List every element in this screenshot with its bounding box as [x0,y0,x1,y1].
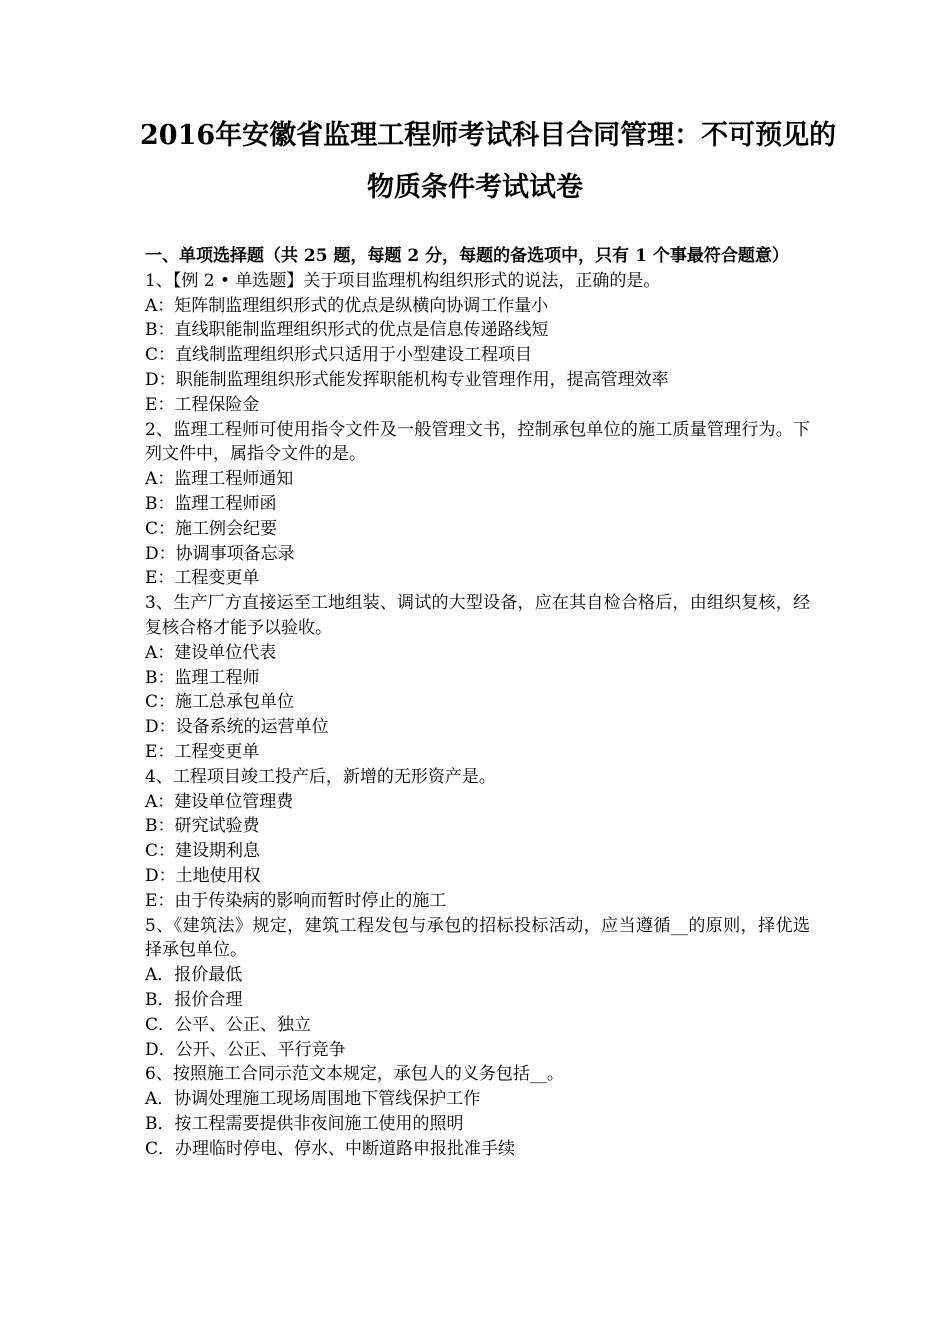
option-e: E：由于传染病的影响而暂时停止的施工 [145,890,447,911]
option-d: D．公开、公正、平行竞争 [145,1039,346,1060]
option-b: B：直线职能制监理组织形式的优点是信息传递路线短 [145,320,549,341]
question-text: 5、《建筑法》规定，建筑工程发包与承包的招标投标活动，应当遵循__的原则，择优选择承包单位。 [145,915,810,961]
option-a: A：监理工程师通知 [145,469,294,490]
question-5 [145,914,810,1063]
option-b: B．报价合理 [145,989,243,1010]
option-d: D：设备系统的运营单位 [145,717,329,738]
question-text: 4、工程项目竣工投产后，新增的无形资产是。 [145,766,496,787]
option-a: A．协调处理施工现场周围地下管线保护工作 [145,1089,481,1110]
option-e: E：工程变更单 [145,568,260,589]
document-body [145,244,810,1161]
question-1 [145,269,810,418]
option-a: A．报价最低 [145,965,243,986]
option-c: C：直线制监理组织形式只适用于小型建设工程项目 [145,345,533,366]
option-b: B：监理工程师函 [145,493,277,514]
option-b: B：监理工程师 [145,667,260,688]
option-c: C：施工总承包单位 [145,692,295,713]
question-text: 2、监理工程师可使用指令文件及一般管理文书，控制承包单位的施工质量管理行为。下列文件中，属指令文件的是。 [145,419,810,465]
question-4 [145,765,810,914]
option-b: B：研究试验费 [145,816,260,837]
option-d: D：职能制监理组织形式能发挥职能机构专业管理作用，提高管理效率 [145,369,669,390]
question-text: 1、【例 2 • 单选题】关于项目监理机构组织形式的说法，正确的是。 [145,270,661,291]
question-2 [145,418,810,592]
option-e: E：工程变更单 [145,741,260,762]
question-text: 6、按照施工合同示范文本规定，承包人的义务包括__。 [145,1064,564,1085]
option-c: C．办理临时停电、停水、中断道路申报批准手续 [145,1138,516,1159]
option-a: A：建设单位管理费 [145,791,294,812]
option-a: A：矩阵制监理组织形式的优点是纵横向协调工作量小 [145,295,549,316]
option-d: D：土地使用权 [145,865,261,886]
question-text: 3、生产厂方直接运至工地组装、调试的大型设备，应在其自检合格后，由组织复核，经复核合格才能予以验收。 [145,593,810,638]
option-c: C：建设期利息 [145,841,261,862]
section-heading: 一、单项选择题（共 25 题，每题 2 分，每题的备选项中，只有 1 个事最符合题意） [145,246,789,266]
document-title-line-1: 2016年安徽省监理工程师考试科目合同管理：不可预见的 [140,120,837,151]
option-a: A：建设单位代表 [145,642,277,663]
question-3 [145,591,810,765]
option-d: D：协调事项备忘录 [145,543,295,564]
option-c: C：施工例会纪要 [145,518,278,539]
question-6 [145,1062,810,1161]
option-e: E：工程保险金 [145,394,260,415]
option-b: B．按工程需要提供非夜间施工使用的照明 [145,1113,464,1134]
option-c: C．公平、公正、独立 [145,1014,312,1035]
document-title-line-2: 物质条件考试试卷 [367,172,583,203]
